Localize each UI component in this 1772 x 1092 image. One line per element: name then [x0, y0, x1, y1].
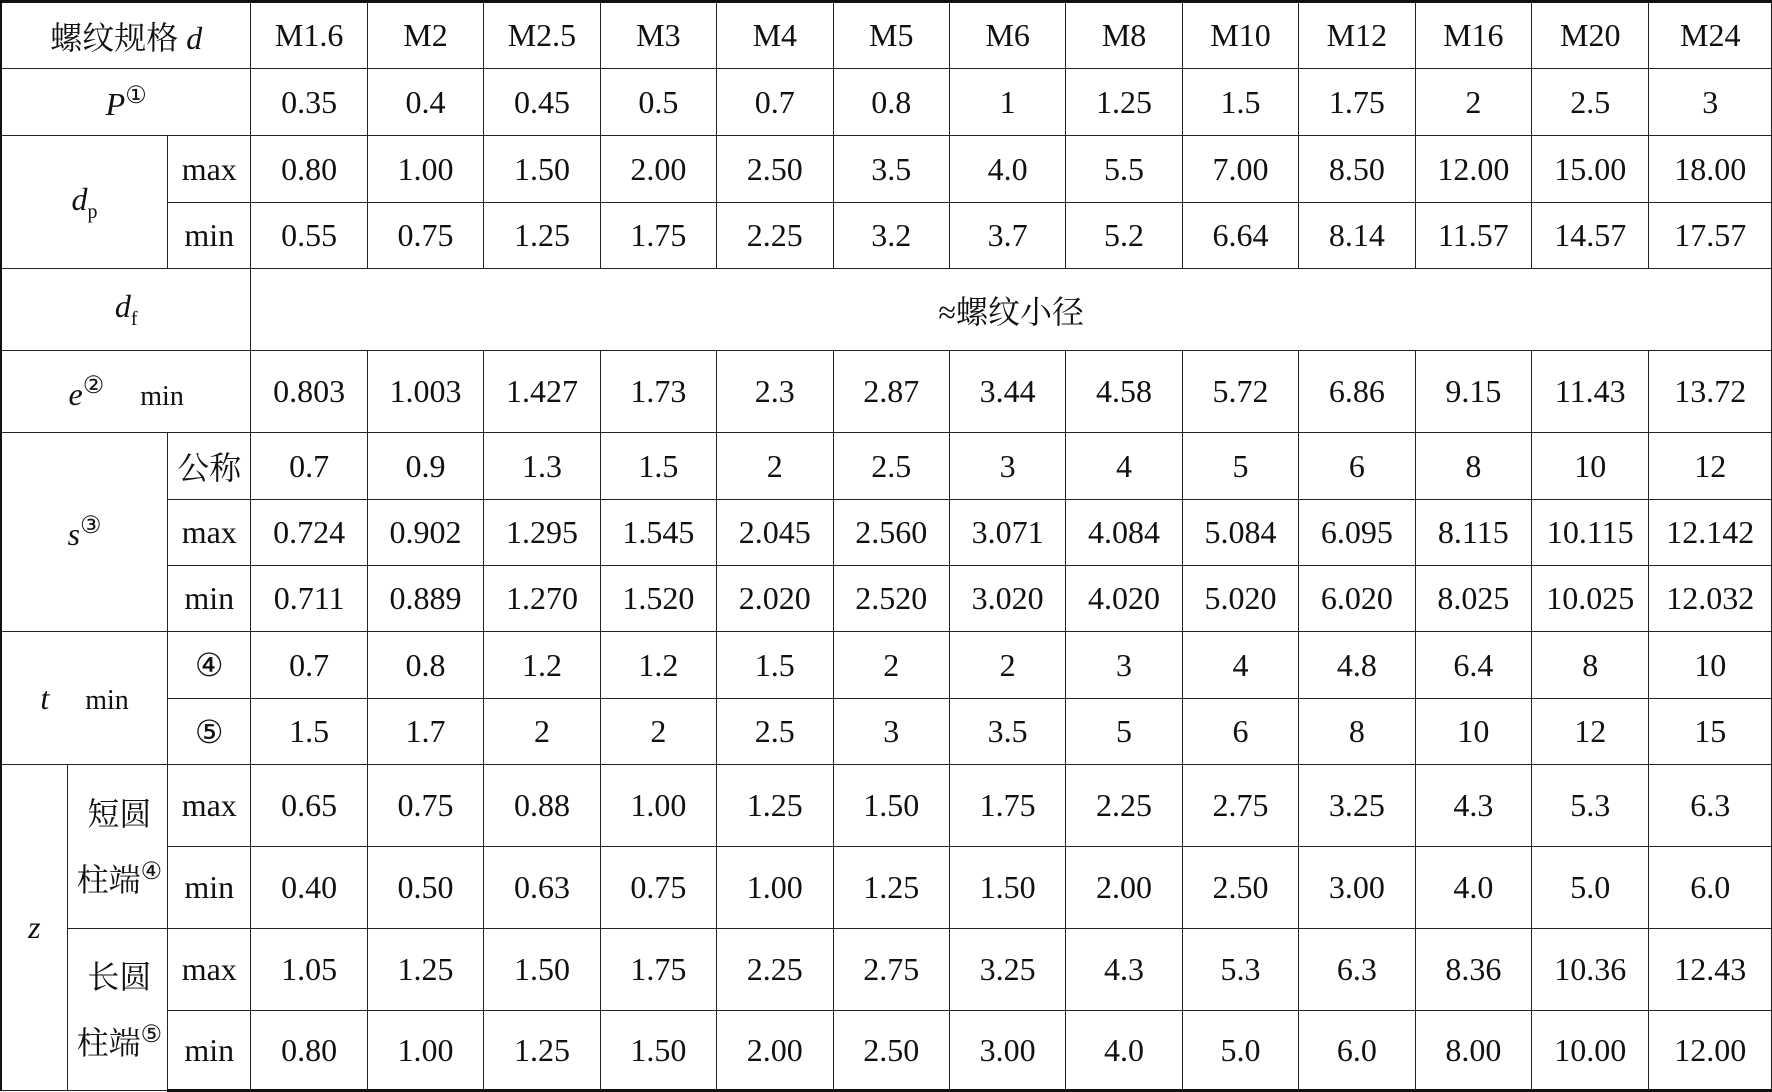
- e-label-cell: [1, 351, 251, 433]
- e-label: e: [68, 375, 83, 412]
- value-cell: 3.5: [833, 136, 949, 203]
- value-cell: 5.0: [1532, 847, 1649, 929]
- value-cell: 2: [833, 632, 949, 699]
- value-cell: 0.75: [367, 203, 483, 269]
- value-cell: 0.7: [251, 433, 367, 500]
- value-cell: 2.045: [717, 500, 833, 566]
- value-cell: 3: [1649, 69, 1772, 136]
- value-cell: 2.00: [1066, 847, 1182, 929]
- size-cell: M20: [1532, 2, 1649, 69]
- value-cell: 4.020: [1066, 566, 1182, 632]
- value-cell: 10.36: [1532, 929, 1649, 1011]
- value-cell: 18.00: [1649, 136, 1772, 203]
- value-cell: 3.5: [949, 699, 1065, 765]
- value-cell: 11.57: [1415, 203, 1531, 269]
- value-cell: 2.5: [833, 433, 949, 500]
- value-cell: 4.0: [1066, 1011, 1182, 1091]
- value-cell: 2.020: [717, 566, 833, 632]
- s-note: ③: [80, 513, 102, 539]
- dp-max-row: [1, 136, 1772, 203]
- value-cell: 0.711: [251, 566, 367, 632]
- value-cell: 1.50: [949, 847, 1065, 929]
- z-short-label-cell: [67, 765, 167, 929]
- value-cell: 6: [1299, 433, 1415, 500]
- value-cell: 1.3: [484, 433, 600, 500]
- value-cell: 2.560: [833, 500, 949, 566]
- z-short-max-label: max: [168, 765, 251, 847]
- value-cell: 5.3: [1532, 765, 1649, 847]
- value-cell: 3.44: [949, 351, 1065, 433]
- value-cell: 6.0: [1299, 1011, 1415, 1091]
- value-cell: 5.2: [1066, 203, 1182, 269]
- value-cell: 2.3: [717, 351, 833, 433]
- value-cell: 8: [1299, 699, 1415, 765]
- value-cell: 0.63: [484, 847, 600, 929]
- value-cell: 6.0: [1649, 847, 1772, 929]
- value-cell: 0.88: [484, 765, 600, 847]
- value-cell: 1.50: [600, 1011, 716, 1091]
- value-cell: 0.5: [600, 69, 716, 136]
- value-cell: 0.40: [251, 847, 367, 929]
- df-sub: f: [130, 308, 138, 330]
- value-cell: 5.72: [1182, 351, 1298, 433]
- value-cell: 5.3: [1182, 929, 1298, 1011]
- dp-sub: p: [87, 200, 98, 223]
- value-cell: 1.75: [600, 929, 716, 1011]
- value-cell: 1.5: [600, 433, 716, 500]
- value-cell: 9.15: [1415, 351, 1531, 433]
- value-cell: 1.00: [600, 765, 716, 847]
- size-cell: M6: [949, 2, 1065, 69]
- z-long-label-cell: [67, 929, 167, 1091]
- df-value: ≈螺纹小径: [251, 269, 1772, 351]
- value-cell: 4.084: [1066, 500, 1182, 566]
- value-cell: 12: [1532, 699, 1649, 765]
- value-cell: 2.5: [1532, 69, 1649, 136]
- z-long-label-2: 柱端: [76, 1024, 141, 1061]
- value-cell: 0.50: [367, 847, 483, 929]
- value-cell: 2.00: [717, 1011, 833, 1091]
- size-cell: M3: [600, 2, 716, 69]
- value-cell: 4.0: [1415, 847, 1531, 929]
- value-cell: 2.75: [833, 929, 949, 1011]
- value-cell: 1.270: [484, 566, 600, 632]
- value-cell: 1.73: [600, 351, 716, 433]
- value-cell: 8.025: [1415, 566, 1531, 632]
- value-cell: 3.25: [949, 929, 1065, 1011]
- value-cell: 1.25: [717, 765, 833, 847]
- header-label-cell: [1, 2, 251, 69]
- header-label: 螺纹规格: [50, 19, 179, 56]
- t-r4-label: ④: [168, 632, 251, 699]
- z-label: z: [28, 909, 41, 945]
- header-row: [1, 2, 1772, 69]
- value-cell: 0.80: [251, 136, 367, 203]
- size-cell: M2.5: [484, 2, 600, 69]
- size-cell: M10: [1182, 2, 1298, 69]
- value-cell: 0.902: [367, 500, 483, 566]
- value-cell: 1.2: [484, 632, 600, 699]
- value-cell: 4.3: [1066, 929, 1182, 1011]
- t-label: t: [40, 679, 50, 716]
- z-long-max-label: max: [168, 929, 251, 1011]
- value-cell: 8.36: [1415, 929, 1531, 1011]
- value-cell: 1.5: [1182, 69, 1298, 136]
- value-cell: 10.025: [1532, 566, 1649, 632]
- value-cell: 2.87: [833, 351, 949, 433]
- value-cell: 1.5: [251, 699, 367, 765]
- value-cell: 8: [1415, 433, 1531, 500]
- z-short-max-row: [1, 765, 1772, 847]
- value-cell: 15.00: [1532, 136, 1649, 203]
- e-note: ②: [82, 372, 105, 399]
- value-cell: 10: [1415, 699, 1531, 765]
- value-cell: 0.35: [251, 69, 367, 136]
- z-long-label-1: 长圆: [87, 958, 152, 995]
- value-cell: 0.724: [251, 500, 367, 566]
- value-cell: 0.65: [251, 765, 367, 847]
- value-cell: 1.25: [484, 203, 600, 269]
- value-cell: 1.25: [367, 929, 483, 1011]
- value-cell: 1.25: [833, 847, 949, 929]
- value-cell: 2.25: [717, 203, 833, 269]
- size-cell: M24: [1649, 2, 1772, 69]
- value-cell: 1.75: [1299, 69, 1415, 136]
- value-cell: 8: [1532, 632, 1649, 699]
- value-cell: 13.72: [1649, 351, 1772, 433]
- pitch-label-cell: [1, 69, 251, 136]
- value-cell: 10.115: [1532, 500, 1649, 566]
- value-cell: 6.4: [1415, 632, 1531, 699]
- pitch-note: ①: [125, 83, 147, 109]
- value-cell: 5: [1182, 433, 1298, 500]
- value-cell: 3.25: [1299, 765, 1415, 847]
- value-cell: 1.50: [484, 929, 600, 1011]
- value-cell: 1.50: [484, 136, 600, 203]
- size-cell: M5: [833, 2, 949, 69]
- value-cell: 3: [1066, 632, 1182, 699]
- value-cell: 0.45: [484, 69, 600, 136]
- z-long-note: ⑤: [140, 1021, 163, 1048]
- value-cell: 2.00: [600, 136, 716, 203]
- value-cell: 6.64: [1182, 203, 1298, 269]
- value-cell: 2.5: [717, 699, 833, 765]
- t-r4-row: [1, 632, 1772, 699]
- value-cell: 6.3: [1299, 929, 1415, 1011]
- size-cell: M16: [1415, 2, 1531, 69]
- z-short-min-label: min: [168, 847, 251, 929]
- size-cell: M12: [1299, 2, 1415, 69]
- value-cell: 0.75: [600, 847, 716, 929]
- z-long-max-row: [1, 929, 1772, 1011]
- value-cell: 2: [717, 433, 833, 500]
- value-cell: 1.00: [717, 847, 833, 929]
- value-cell: 1.75: [600, 203, 716, 269]
- value-cell: 0.80: [251, 1011, 367, 1091]
- value-cell: 3.071: [949, 500, 1065, 566]
- value-cell: 4.0: [949, 136, 1065, 203]
- s-nominal-row: [1, 433, 1772, 500]
- value-cell: 2.50: [717, 136, 833, 203]
- size-cell: M2: [367, 2, 483, 69]
- size-cell: M1.6: [251, 2, 367, 69]
- t-r5-row: [1, 699, 1772, 765]
- value-cell: 1.427: [484, 351, 600, 433]
- value-cell: 6.3: [1649, 765, 1772, 847]
- value-cell: 4.58: [1066, 351, 1182, 433]
- s-max-label: max: [168, 500, 251, 566]
- value-cell: 3.020: [949, 566, 1065, 632]
- s-max-row: [1, 500, 1772, 566]
- t-qualifier: min: [85, 684, 129, 716]
- value-cell: 12.142: [1649, 500, 1772, 566]
- z-short-label-2: 柱端: [76, 861, 141, 898]
- value-cell: 5.5: [1066, 136, 1182, 203]
- value-cell: 4: [1066, 433, 1182, 500]
- value-cell: 1.00: [367, 136, 483, 203]
- value-cell: 17.57: [1649, 203, 1772, 269]
- s-min-row: [1, 566, 1772, 632]
- value-cell: 3.7: [949, 203, 1065, 269]
- value-cell: 2.75: [1182, 765, 1298, 847]
- value-cell: 12.032: [1649, 566, 1772, 632]
- value-cell: 3: [949, 433, 1065, 500]
- value-cell: 0.55: [251, 203, 367, 269]
- value-cell: 0.889: [367, 566, 483, 632]
- value-cell: 3: [833, 699, 949, 765]
- value-cell: 12.00: [1649, 1011, 1772, 1091]
- value-cell: 15: [1649, 699, 1772, 765]
- value-cell: 2: [484, 699, 600, 765]
- value-cell: 1.520: [600, 566, 716, 632]
- z-long-min-label: min: [168, 1011, 251, 1091]
- s-label: s: [67, 516, 81, 552]
- value-cell: 6.020: [1299, 566, 1415, 632]
- value-cell: 0.7: [251, 632, 367, 699]
- value-cell: 2.50: [1182, 847, 1298, 929]
- value-cell: 5.020: [1182, 566, 1298, 632]
- value-cell: 4: [1182, 632, 1298, 699]
- s-label-cell: [1, 433, 168, 632]
- value-cell: 1.5: [717, 632, 833, 699]
- value-cell: 0.8: [833, 69, 949, 136]
- value-cell: 6: [1182, 699, 1298, 765]
- size-cell: M8: [1066, 2, 1182, 69]
- value-cell: 8.50: [1299, 136, 1415, 203]
- value-cell: 1.2: [600, 632, 716, 699]
- value-cell: 1.545: [600, 500, 716, 566]
- t-r5-label: ⑤: [168, 699, 251, 765]
- value-cell: 3.2: [833, 203, 949, 269]
- size-cell: M4: [717, 2, 833, 69]
- value-cell: 1.003: [367, 351, 483, 433]
- value-cell: 2.520: [833, 566, 949, 632]
- value-cell: 1.75: [949, 765, 1065, 847]
- value-cell: 2.25: [1066, 765, 1182, 847]
- value-cell: 0.75: [367, 765, 483, 847]
- dp-label: d: [71, 180, 88, 217]
- value-cell: 3.00: [949, 1011, 1065, 1091]
- e-qualifier: min: [140, 380, 184, 412]
- value-cell: 3.00: [1299, 847, 1415, 929]
- value-cell: 10: [1649, 632, 1772, 699]
- value-cell: 4.3: [1415, 765, 1531, 847]
- value-cell: 1.25: [1066, 69, 1182, 136]
- z-short-note: ④: [140, 858, 163, 885]
- t-label-cell: [1, 632, 168, 765]
- dp-min-row: [1, 203, 1772, 269]
- df-label: d: [114, 288, 131, 324]
- value-cell: 1.7: [367, 699, 483, 765]
- value-cell: 0.7: [717, 69, 833, 136]
- value-cell: 2: [1415, 69, 1531, 136]
- value-cell: 8.00: [1415, 1011, 1531, 1091]
- z-short-min-row: [1, 847, 1772, 929]
- value-cell: 0.803: [251, 351, 367, 433]
- value-cell: 14.57: [1532, 203, 1649, 269]
- value-cell: 5.0: [1182, 1011, 1298, 1091]
- value-cell: 8.14: [1299, 203, 1415, 269]
- value-cell: 1.50: [833, 765, 949, 847]
- value-cell: 1: [949, 69, 1065, 136]
- df-label-cell: [1, 269, 251, 351]
- z-short-label-1: 短圆: [87, 795, 152, 832]
- value-cell: 1.05: [251, 929, 367, 1011]
- value-cell: 8.115: [1415, 500, 1531, 566]
- value-cell: 4.8: [1299, 632, 1415, 699]
- value-cell: 10.00: [1532, 1011, 1649, 1091]
- dp-max-label: max: [168, 136, 251, 203]
- value-cell: 7.00: [1182, 136, 1298, 203]
- pitch-label: P: [105, 86, 126, 122]
- value-cell: 11.43: [1532, 351, 1649, 433]
- value-cell: 2: [949, 632, 1065, 699]
- dp-min-label: min: [168, 203, 251, 269]
- value-cell: 5.084: [1182, 500, 1298, 566]
- header-var: d: [186, 19, 203, 56]
- s-nominal-label: 公称: [168, 433, 251, 500]
- dp-label-cell: [1, 136, 168, 269]
- value-cell: 2.50: [833, 1011, 949, 1091]
- value-cell: 6.095: [1299, 500, 1415, 566]
- pitch-row: [1, 69, 1772, 136]
- value-cell: 1.295: [484, 500, 600, 566]
- value-cell: 2.25: [717, 929, 833, 1011]
- value-cell: 12.00: [1415, 136, 1531, 203]
- value-cell: 5: [1066, 699, 1182, 765]
- value-cell: 6.86: [1299, 351, 1415, 433]
- df-row: [1, 269, 1772, 351]
- value-cell: 0.4: [367, 69, 483, 136]
- value-cell: 0.9: [367, 433, 483, 500]
- value-cell: 12.43: [1649, 929, 1772, 1011]
- value-cell: 0.8: [367, 632, 483, 699]
- z-long-min-row: [1, 1011, 1772, 1091]
- value-cell: 1.00: [367, 1011, 483, 1091]
- z-label-cell: [1, 765, 67, 1091]
- value-cell: 12: [1649, 433, 1772, 500]
- value-cell: 1.25: [484, 1011, 600, 1091]
- value-cell: 10: [1532, 433, 1649, 500]
- s-min-label: min: [168, 566, 251, 632]
- e-row: [1, 351, 1772, 433]
- value-cell: 2: [600, 699, 716, 765]
